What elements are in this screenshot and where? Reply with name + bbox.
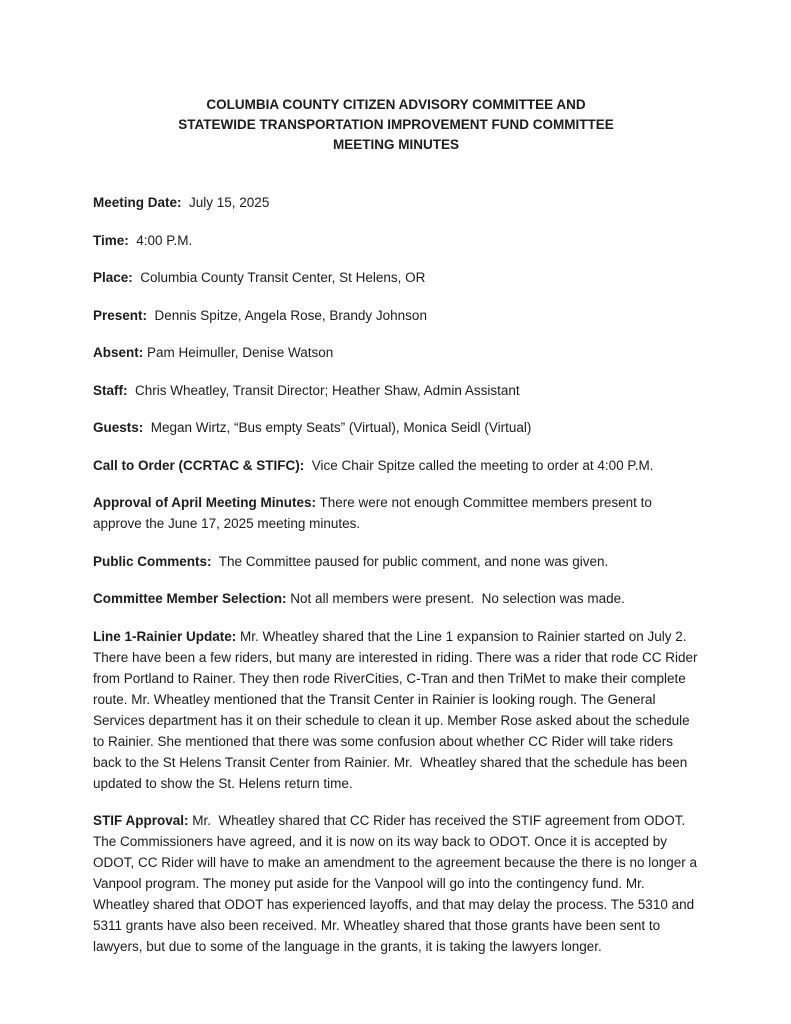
field-guests-value: Megan Wirtz, “Bus empty Seats” (Virtual), Monica Seidl (Virtual)	[143, 420, 532, 435]
field-absent-value: Pam Heimuller, Denise Watson	[143, 345, 334, 360]
section-call-to-order-heading: Call to Order (CCRTAC & STIFC):	[93, 457, 305, 473]
section-approval-of-minutes-body: There were not enough Committee members present to approve the June 17, 2025 meeting minutes.	[93, 495, 656, 531]
section-approval-of-minutes-heading: Approval of April Meeting Minutes:	[93, 495, 317, 510]
field-meeting-date-label: Meeting Date:	[93, 195, 182, 210]
section-committee-member-selection-heading: Committee Member Selection:	[93, 591, 287, 606]
field-place-value: Columbia County Transit Center, St Helens, OR	[132, 270, 426, 285]
field-absent-label: Absent:	[93, 345, 144, 360]
field-place	[93, 267, 699, 288]
field-staff-label: Staff:	[93, 382, 128, 398]
document-title-line-3: MEETING MINUTES	[332, 137, 459, 152]
section-line1-rainier-update-heading: Line 1-Rainier Update:	[93, 628, 237, 644]
section-stif-approval-body: Mr. Wheatley shared that CC Rider has received the STIF agreement from ODOT. The Commissioners have agreed, and it is now on its way back to ODOT. Once it is accepted by ODOT, CC Rider will have to make an amendment to the agreement because the there is no longer a Vanpool program. The money put aside for the Vanpool will go into the contingency fund. Mr. Wheatley shared that ODOT has experienced layoffs, and that may delay the process. The 5310 and 5311 grants have also been received. Mr. Wheatley shared that those grants have been sent to lawyers, but due to some of the language in the grants, it is taking the lawyers longer.	[93, 813, 701, 954]
field-place-label: Place:	[93, 270, 133, 285]
section-stif-approval-heading: STIF Approval:	[93, 813, 189, 828]
section-committee-member-selection-body: Not all members were present. No selection was made.	[286, 591, 625, 606]
field-meeting-date-value: July 15, 2025	[181, 195, 270, 210]
section-public-comments-heading: Public Comments:	[93, 553, 212, 569]
field-present	[93, 305, 699, 326]
field-guests	[93, 417, 699, 438]
section-call-to-order-body: Vice Chair Spitze called the meeting to order at 4:00 P.M.	[304, 457, 654, 473]
document-title-line-1: COLUMBIA COUNTY CITIZEN ADVISORY COMMITTEE AND	[206, 97, 586, 112]
field-present-value: Dennis Spitze, Angela Rose, Brandy Johnson	[147, 307, 427, 323]
field-staff	[93, 380, 699, 401]
document-title-line-2: STATEWIDE TRANSPORTATION IMPROVEMENT FUND COMMITTEE	[178, 117, 614, 132]
section-committee-member-selection	[93, 588, 699, 609]
section-public-comments-body: The Committee paused for public comment, and none was given.	[211, 553, 609, 569]
field-staff-value: Chris Wheatley, Transit Director; Heather Shaw, Admin Assistant	[127, 382, 520, 398]
field-time-label: Time:	[93, 232, 129, 248]
section-approval-of-minutes	[93, 492, 699, 534]
field-present-label: Present:	[93, 307, 148, 323]
document-title	[93, 95, 699, 155]
field-absent	[93, 342, 699, 363]
field-time-value: 4:00 P.M.	[128, 232, 193, 248]
section-line1-rainier-update-body: Mr. Wheatley shared that the Line 1 expansion to Rainier started on July 2. There have been a few riders, but many are interested in riding. There was a rider that rode CC Rider from Portland to Rainer. They then rode RiverCities, C-Tran and then TriMet to make their complete route. Mr. Wheatley mentioned that the Transit Center in Rainier is looking rough. The General Services department has it on their schedule to clean it up. Member Rose asked about the schedule to Rainier. She mentioned that there was some confusion about whether CC Rider will take riders back to the St Helens Transit Center from Rainier. Mr. Wheatley shared that the schedule has been updated to show the St. Helens return time.	[93, 628, 702, 791]
section-call-to-order	[93, 455, 699, 476]
field-guests-label: Guests:	[93, 420, 144, 435]
section-stif-approval	[93, 810, 699, 957]
section-line1-rainier-update	[93, 626, 702, 794]
field-time	[93, 230, 699, 251]
section-public-comments	[93, 551, 699, 572]
field-meeting-date	[93, 192, 699, 213]
